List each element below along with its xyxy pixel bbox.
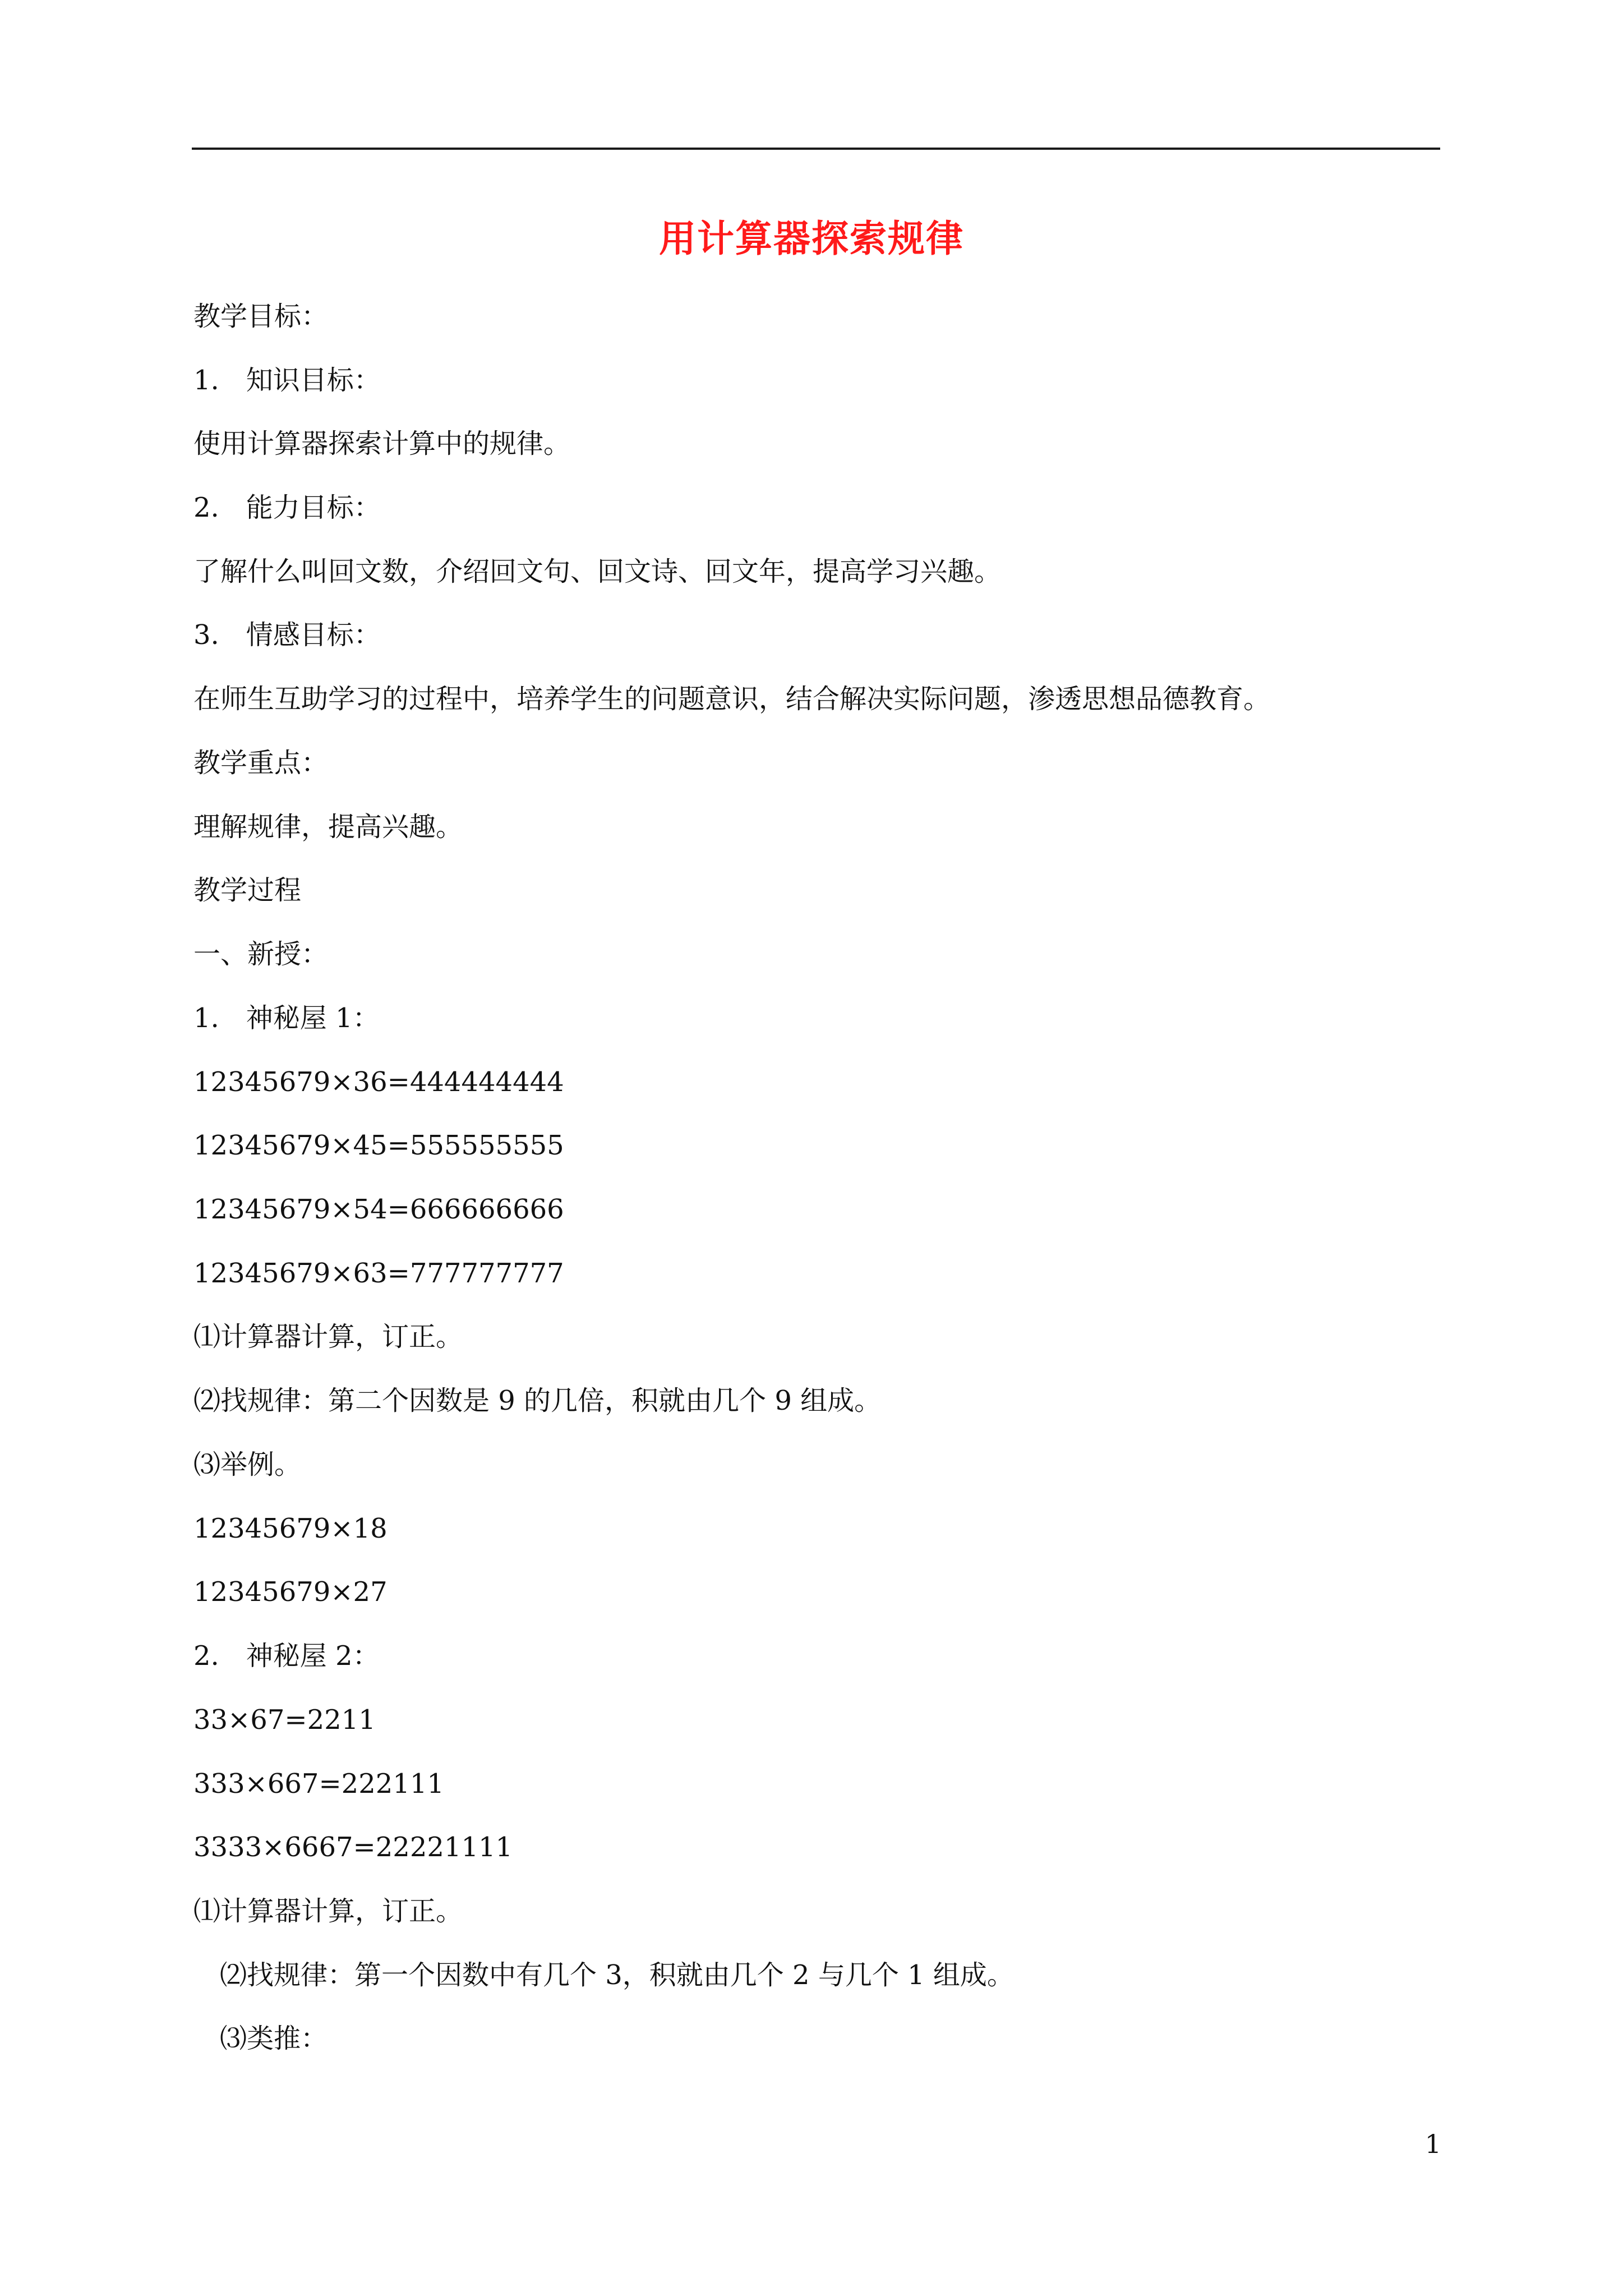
text-line: 2. 神秘屋 2：	[193, 1640, 380, 1672]
text-line: 教学重点：	[193, 747, 329, 779]
equation-line: 12345679×54=666666666	[193, 1194, 564, 1225]
text-line: 了解什么叫回文数，介绍回文句、回文诗、回文年，提高学习兴趣。	[193, 556, 1002, 587]
text-line: ⑴计算器计算，订正。	[193, 1321, 463, 1352]
equation-line: 3333×6667=22221111	[193, 1832, 513, 1863]
text-line: 一、新授：	[193, 938, 329, 970]
text-line: 3. 情感目标：	[193, 619, 381, 651]
text-line: ⑶类推：	[220, 2023, 328, 2054]
text-line: 1. 知识目标：	[193, 365, 381, 396]
equation-line: 12345679×45=555555555	[193, 1130, 564, 1161]
equation-line: 333×667=222111	[193, 1768, 444, 1800]
text-line: 2. 能力目标：	[193, 492, 381, 523]
text-line: 教学目标：	[193, 301, 329, 332]
text-line: 1. 神秘屋 1：	[193, 1002, 380, 1034]
text-line: ⑵找规律：第二个因数是 9 的几倍，积就由几个 9 组成。	[193, 1385, 882, 1416]
text-line: 使用计算器探索计算中的规律。	[193, 428, 571, 459]
text-line: 在师生互助学习的过程中，培养学生的问题意识，结合解决实际问题，渗透思想品德教育。	[193, 683, 1271, 715]
text-line: 教学过程	[193, 875, 302, 906]
text-line: 理解规律，提高兴趣。	[193, 811, 463, 843]
text-line: ⑶举例。	[193, 1449, 302, 1480]
page-number: 1	[1424, 2129, 1441, 2159]
equation-line: 12345679×27	[193, 1576, 388, 1608]
equation-line: 33×67=2211	[193, 1704, 376, 1736]
header-rule	[192, 148, 1440, 150]
document-title: 用计算器探索规律	[659, 217, 964, 260]
equation-line: 12345679×18	[193, 1513, 388, 1544]
equation-line: 12345679×36=444444444	[193, 1066, 564, 1098]
text-line: ⑴计算器计算，订正。	[193, 1895, 463, 1927]
text-line: ⑵找规律：第一个因数中有几个 3，积就由几个 2 与几个 1 组成。	[220, 1959, 1014, 1991]
equation-line: 12345679×63=777777777	[193, 1258, 564, 1289]
